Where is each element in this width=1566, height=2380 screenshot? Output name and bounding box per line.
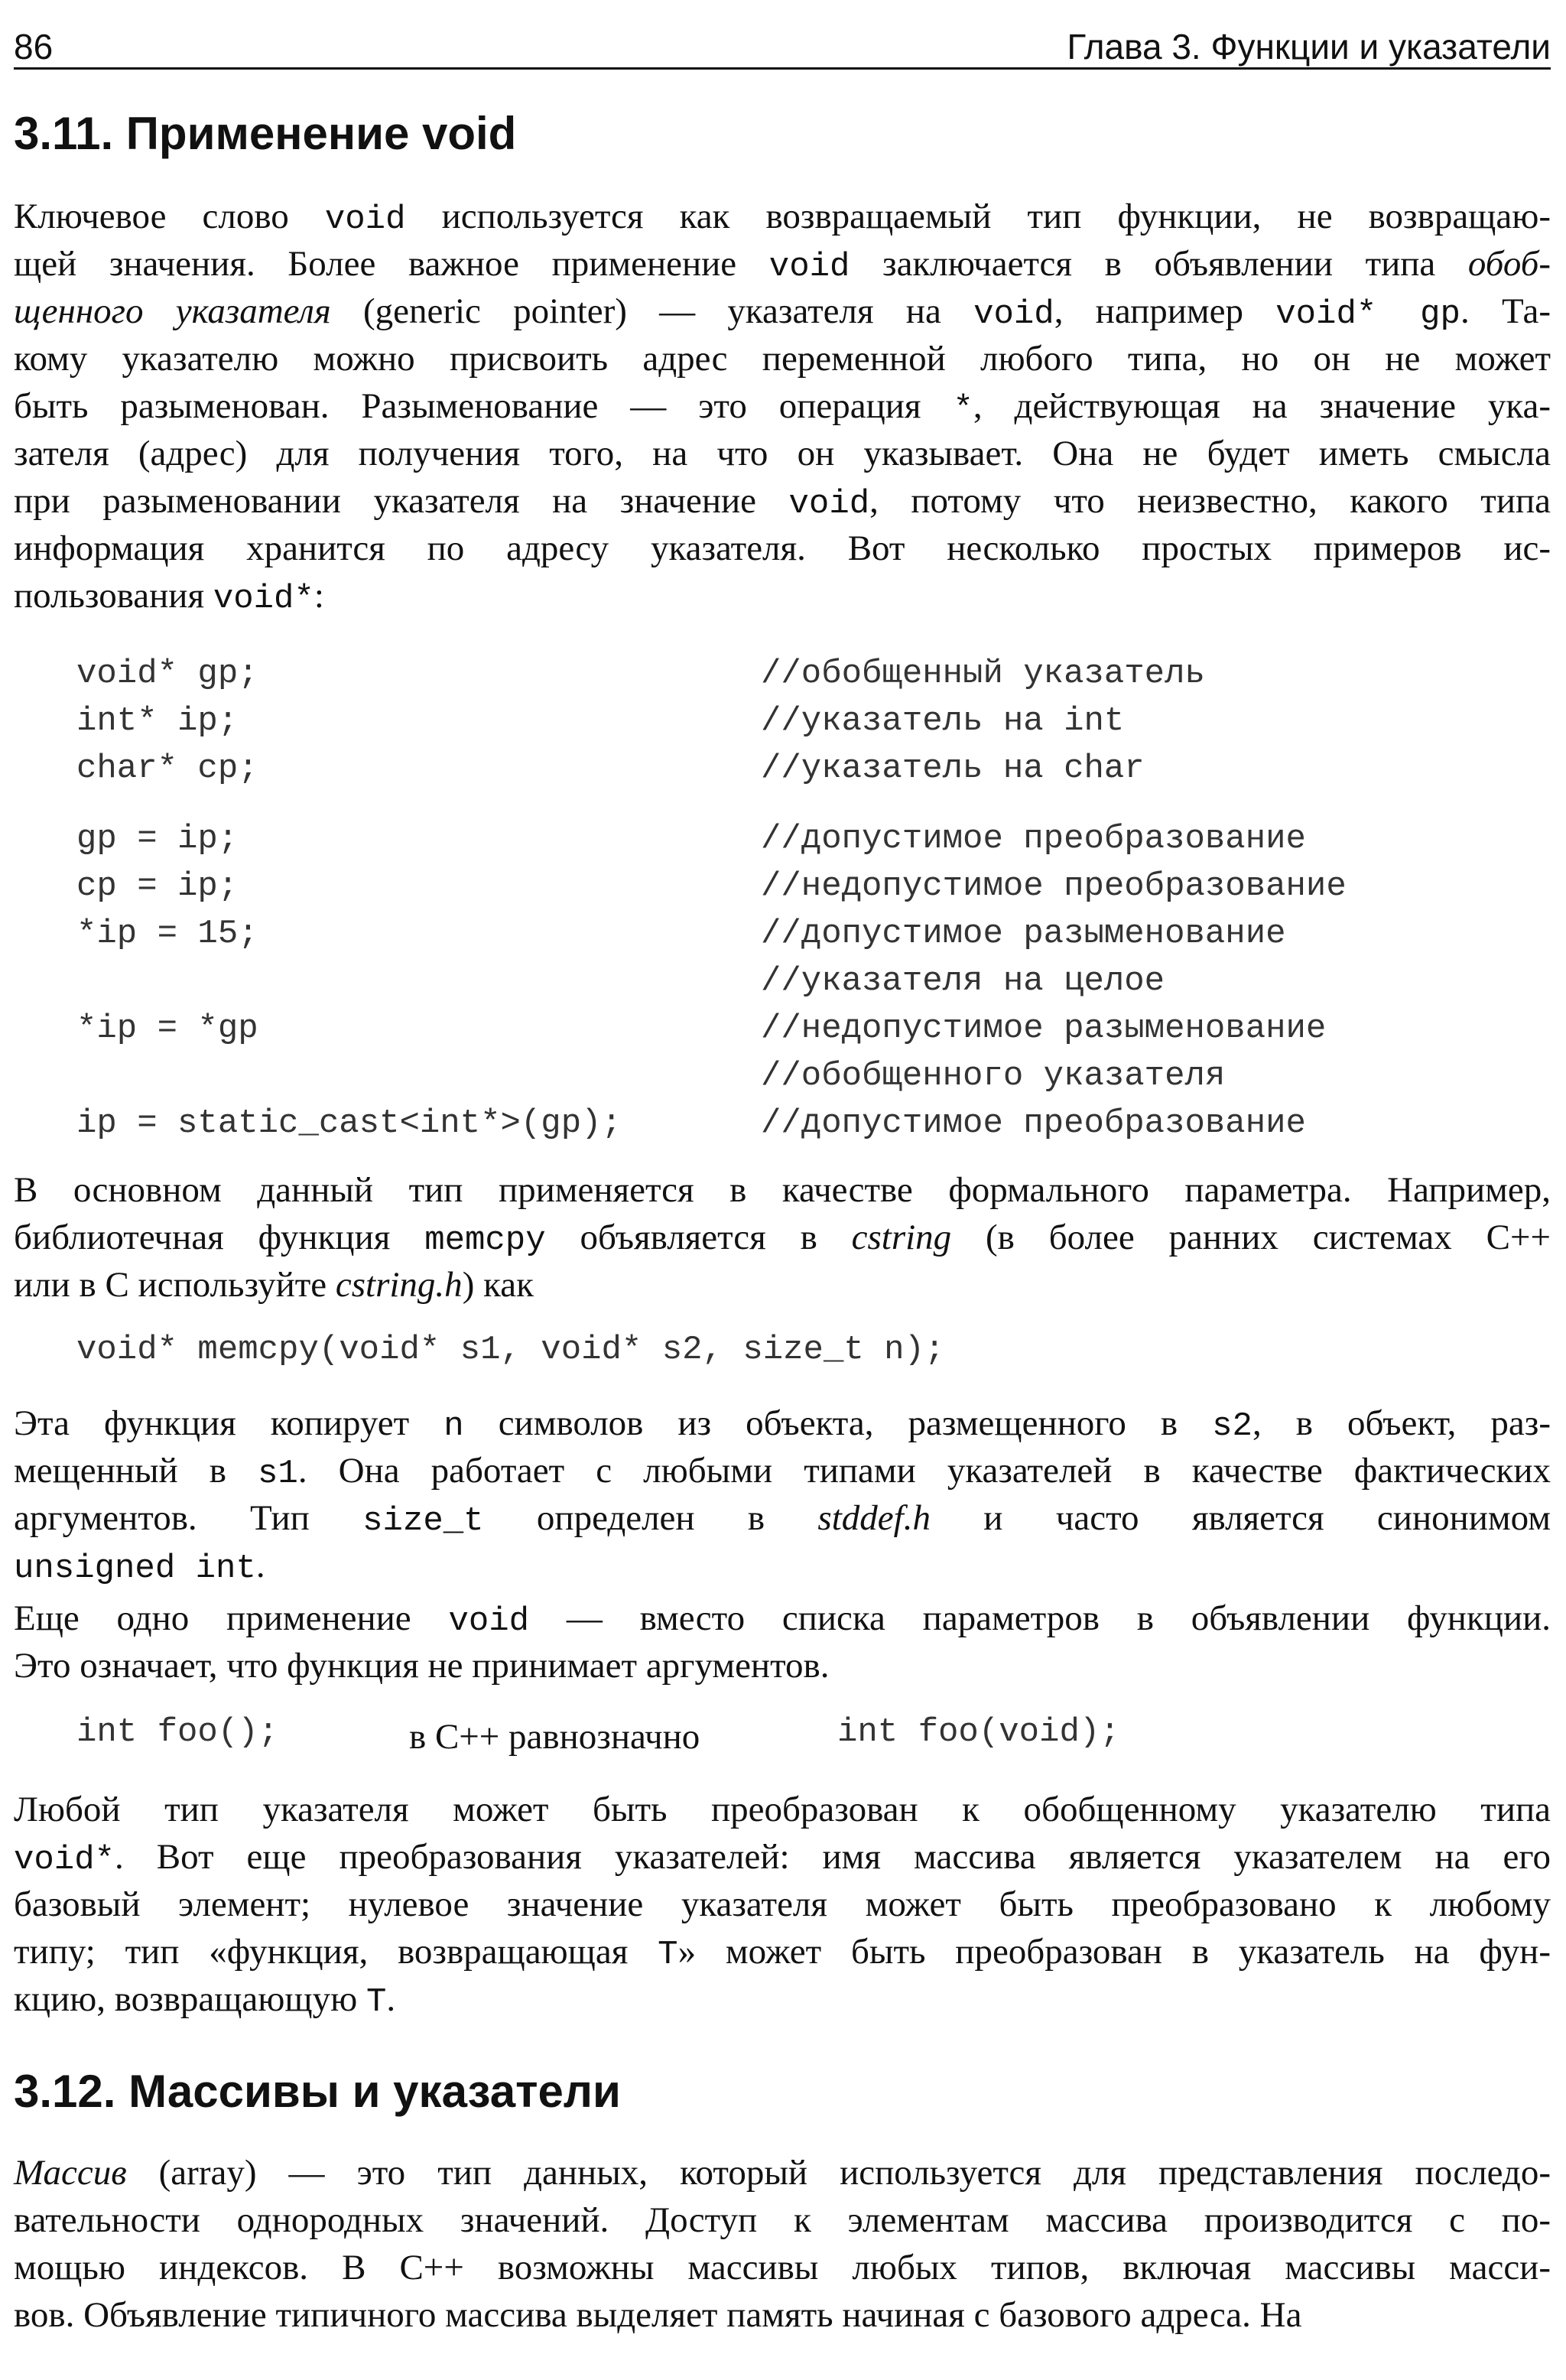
text-line [14, 1642, 1551, 1689]
text-line [14, 1833, 1551, 1881]
text-run: базовый элемент; нулевое значение указателя может быть преобразовано к любому [14, 1884, 1551, 1924]
text-run: ) как [462, 1265, 534, 1305]
code-term: void [448, 1602, 530, 1640]
text-line [14, 477, 1551, 525]
paragraph-void-intro [14, 193, 1551, 619]
text-run: и часто является синонимом [930, 1498, 1551, 1538]
text-run: , в объект, раз- [1252, 1403, 1551, 1443]
text-run: используется как возвращаемый тип функции, не возвращаю- [405, 197, 1551, 236]
text-line [14, 1447, 1551, 1494]
paragraph-pointer-conversions [14, 1786, 1551, 2023]
code-term: s2 [1212, 1407, 1252, 1445]
italic-term: обоб- [1467, 244, 1551, 284]
code-statement: *ip = *gp [76, 1010, 258, 1048]
italic-term: Массив [14, 2153, 127, 2193]
text-line [14, 2291, 1551, 2339]
code-term: size_t [362, 1502, 484, 1540]
code-statement: *ip = 15; [76, 915, 258, 953]
text-run: Ключевое слово [14, 197, 325, 236]
code-term: void [768, 248, 850, 286]
code-comment: //обобщенного указателя [761, 1057, 1226, 1095]
text-line [14, 2149, 1551, 2196]
page-header [14, 23, 1551, 70]
code-term: unsigned int [14, 1549, 256, 1588]
text-line [14, 382, 1551, 430]
text-run: Любой тип указателя может быть преобразован к обобщенному указателю типа [14, 1790, 1551, 1829]
paragraph-void-parameter-list [14, 1595, 1551, 1689]
text-run: , действующая на значение ука- [973, 386, 1551, 426]
code-statement: ip = static_cast<int*>(gp); [76, 1104, 622, 1143]
italic-term: cstring [851, 1218, 952, 1257]
section-heading-3-11: 3.11. Применение void [14, 108, 517, 159]
code-comment: //допустимое преобразование [761, 1104, 1306, 1143]
text-line [14, 1928, 1551, 1975]
text-line [14, 193, 1551, 240]
text-run: пользования [14, 576, 213, 616]
text-run: при разыменовании указателя на значение [14, 481, 789, 521]
text-run: : [314, 576, 324, 616]
text-line [14, 335, 1551, 382]
text-run: — вместо списка параметров в объявлении функции. [529, 1598, 1551, 1638]
text-run: объявляется в [545, 1218, 852, 1257]
code-term: void [324, 200, 406, 239]
text-run: Это означает, что функция не принимает аргументов. [14, 1646, 830, 1686]
section-heading-3-12: 3.12. Массивы и указатели [14, 2066, 621, 2117]
code-term: n [443, 1407, 464, 1445]
text-line [14, 1166, 1551, 1214]
text-run: щей значения. Более важное применение [14, 244, 769, 284]
paragraph-memcpy-description [14, 1400, 1551, 1589]
text-run: Еще одно применение [14, 1598, 449, 1638]
text-line [14, 1881, 1551, 1928]
text-run: . Она работает с любыми типами указателей в качестве фактических [297, 1451, 1551, 1491]
text-line [14, 430, 1551, 477]
code-comment: //допустимое преобразование [761, 820, 1306, 858]
code-comment: //указателя на целое [761, 962, 1165, 1000]
text-line [14, 2244, 1551, 2291]
italic-term: щенного указателя [14, 291, 331, 331]
code-term: void* gp [1275, 295, 1460, 333]
text-run: . [255, 1546, 265, 1585]
text-run: . Та- [1460, 291, 1551, 331]
code-foo-right: int foo(void); [837, 1713, 1120, 1751]
text-line [14, 525, 1551, 572]
text-run: , например [1054, 291, 1276, 331]
code-statement: void* gp; [76, 655, 258, 693]
code-comment: //недопустимое преобразование [761, 867, 1347, 906]
code-term: s1 [258, 1455, 298, 1493]
code-listing-void-pointers [0, 650, 1566, 1143]
text-line [14, 1542, 1551, 1589]
text-run: библиотечная функция [14, 1218, 425, 1257]
text-line [14, 1400, 1551, 1447]
text-run: определен в [483, 1498, 818, 1538]
text-line [14, 1786, 1551, 1833]
text-run: . [386, 1979, 396, 2019]
code-term: void [973, 295, 1054, 333]
text-run: или в C используйте [14, 1265, 336, 1305]
text-run: (array) — это тип данных, который используется для представления последо- [126, 2153, 1551, 2193]
code-statement: cp = ip; [76, 867, 239, 906]
text-run: мещенный в [14, 1451, 258, 1491]
text-run: (generic pointer) — указателя на [330, 291, 974, 331]
text-line [14, 1494, 1551, 1542]
text-run: вательности однородных значений. Доступ к элементам массива производится с по- [14, 2200, 1551, 2240]
page-number: 86 [14, 27, 54, 67]
text-run: символов из объекта, размещенного в [463, 1403, 1213, 1443]
text-run: Эта функция копирует [14, 1403, 444, 1443]
text-run: » может быть преобразован в указатель на фун- [677, 1932, 1551, 1972]
text-line [14, 1595, 1551, 1642]
code-statement: gp = ip; [76, 820, 239, 858]
text-line [14, 1214, 1551, 1261]
text-run: типу; тип «функция, возвращающая [14, 1932, 658, 1972]
text-run: быть разыменован. Разыменование — это операция [14, 386, 954, 426]
text-run: информация хранится по адресу указателя. Вот несколько простых примеров ис- [14, 528, 1551, 568]
text-line [14, 2196, 1551, 2244]
text-run: вов. Объявление типичного массива выделяет память начиная с базового адреса. На [14, 2295, 1302, 2335]
paragraph-formal-parameter [14, 1166, 1551, 1309]
code-comment: //указатель на char [761, 749, 1145, 788]
text-run: зателя (адрес) для получения того, на что он указывает. Она не будет иметь смысла [14, 434, 1551, 473]
text-run: , потому что неизвестно, какого типа [869, 481, 1551, 521]
code-term: * [953, 390, 973, 428]
code-statement: char* cp; [76, 749, 258, 788]
code-memcpy-declaration: void* memcpy(void* s1, void* s2, size_t n); [76, 1331, 945, 1369]
text-run: аргументов. Тип [14, 1498, 363, 1538]
code-term: T [366, 1983, 387, 2021]
code-comment: //обобщенный указатель [761, 655, 1205, 693]
code-statement: int* ip; [76, 702, 239, 740]
italic-term: cstring.h [335, 1265, 463, 1305]
italic-term: stddef.h [817, 1498, 931, 1538]
text-run: мощью индексов. В C++ возможны массивы любых типов, включая массивы масси- [14, 2248, 1551, 2287]
code-comment: //недопустимое разыменование [761, 1010, 1327, 1048]
paragraph-arrays-intro [14, 2149, 1551, 2339]
code-comment: //указатель на int [761, 702, 1125, 740]
text-line [14, 288, 1551, 335]
code-term: void [788, 485, 870, 523]
text-run: кому указателю можно присвоить адрес переменной любого типа, но он не может [14, 339, 1551, 379]
text-line [14, 1261, 1551, 1309]
running-title: Глава 3. Функции и указатели [1067, 27, 1551, 67]
code-term: T [658, 1936, 678, 1974]
text-run: кцию, возвращающую [14, 1979, 366, 2019]
text-run: (в более ранних системах C++ [951, 1218, 1551, 1257]
code-foo-left: int foo(); [76, 1713, 279, 1751]
code-term: memcpy [424, 1221, 546, 1260]
text-line [14, 572, 1551, 619]
code-term: void* [213, 580, 314, 618]
code-comment: //допустимое разыменование [761, 915, 1286, 953]
text-line [14, 1975, 1551, 2023]
text-line [14, 240, 1551, 288]
text-run: заключается в объявлении типа [850, 244, 1468, 284]
text-run: . Вот еще преобразования указателей: имя массива является указателем на его [115, 1837, 1551, 1877]
code-term: void* [14, 1841, 115, 1879]
code-foo-middle-text: в C++ равнозначно [409, 1717, 700, 1757]
text-run: В основном данный тип применяется в качестве формального параметра. Например, [14, 1170, 1551, 1210]
